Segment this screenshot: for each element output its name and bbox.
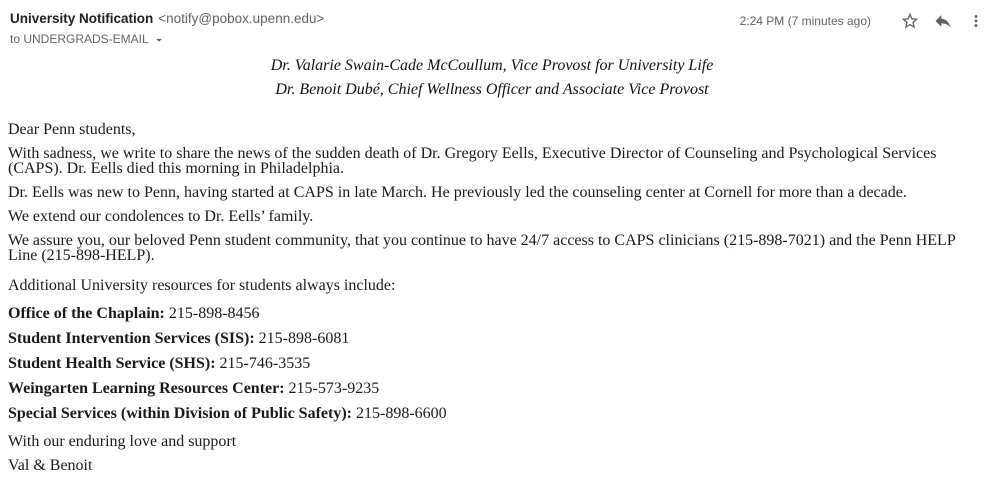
letterhead-line: Dr. Valarie Swain-Cade McCoullum, Vice Provost for University Life	[270, 57, 714, 74]
resource-phone: 215-898-6600	[355, 405, 447, 422]
email-body	[0, 48, 1000, 473]
body-paragraph: With sadness, we write to share the news of the sudden death of Dr. Gregory Eells, Executive Director of Counseling and Psychological Services (CAPS). Dr. Eells died this morning in Philadelphia.	[8, 145, 937, 177]
resource-label: Weingarten Learning Resources Center:	[8, 380, 285, 397]
resource-line	[8, 356, 976, 371]
resources-intro: Additional University resources for students always include:	[8, 277, 396, 294]
recipient-dropdown[interactable]	[10, 32, 166, 47]
body-paragraph: We extend our condolences to Dr. Eells’ family.	[8, 208, 314, 225]
star-icon	[900, 11, 920, 31]
letterhead	[8, 54, 976, 102]
resource-line	[8, 406, 976, 421]
dropdown-caret-icon	[152, 33, 166, 47]
resource-phone: 215-898-8456	[168, 305, 260, 322]
resource-phone: 215-573-9235	[288, 380, 380, 397]
sender-name: University Notification	[10, 11, 154, 26]
resource-label: Special Services (within Division of Public Safety):	[8, 405, 352, 422]
email-timestamp: 2:24 PM (7 minutes ago)	[739, 14, 871, 28]
salutation: Dear Penn students,	[8, 121, 136, 138]
sender-email: <notify@pobox.upenn.edu>	[158, 11, 325, 26]
letterhead-line: Dr. Benoit Dubé, Chief Wellness Officer and Associate Vice Provost	[275, 81, 709, 98]
kebab-menu-icon	[967, 12, 985, 30]
star-button[interactable]	[900, 11, 920, 31]
closing-line: With our enduring love and support	[8, 433, 237, 450]
recipient-label: to UNDERGRADS-EMAIL	[10, 32, 149, 46]
sender-line	[10, 10, 324, 27]
resource-label: Student Intervention Services (SIS):	[8, 330, 255, 347]
body-paragraph: We assure you, our beloved Penn student community, that you continue to have 24/7 access to CAPS clinicians (215-898-7021) and the Penn HELP Line (215-898-HELP).	[8, 232, 956, 264]
resource-label: Student Health Service (SHS):	[8, 355, 216, 372]
resource-line	[8, 331, 976, 346]
header-actions	[740, 11, 986, 31]
body-paragraph: Dr. Eells was new to Penn, having started at CAPS in late March. He previously led the counseling center at Cornell for more than a decade.	[8, 184, 907, 201]
resource-phone: 215-898-6081	[258, 330, 350, 347]
resource-label: Office of the Chaplain:	[8, 305, 165, 322]
resource-line	[8, 381, 976, 396]
more-options-button[interactable]	[966, 11, 986, 31]
resource-phone: 215-746-3535	[219, 355, 311, 372]
reply-icon	[933, 11, 953, 31]
resource-line	[8, 306, 976, 321]
signature: Val & Benoit	[8, 457, 93, 474]
reply-button[interactable]	[933, 11, 953, 31]
sender-block	[10, 10, 324, 48]
email-header	[0, 0, 1000, 48]
